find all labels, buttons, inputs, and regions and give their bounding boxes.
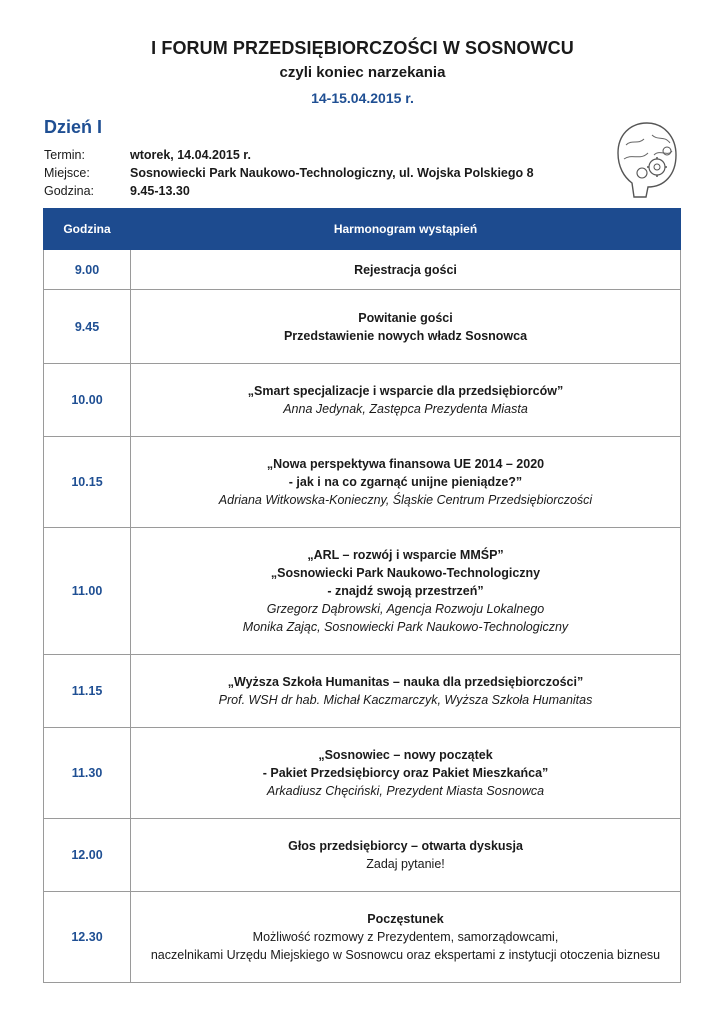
info-value: wtorek, 14.04.2015 r. — [130, 148, 251, 162]
table-row — [44, 290, 681, 364]
row-title: „Sosnowiecki Park Naukowo-Technologiczny — [270, 566, 541, 580]
row-speaker: Grzegorz Dąbrowski, Agencja Rozwoju Lokalnego — [266, 602, 545, 616]
header-harmonogram: Harmonogram wystąpień — [131, 209, 681, 250]
row-content — [131, 655, 681, 728]
row-content — [131, 819, 681, 892]
table-header-row — [44, 209, 681, 250]
row-time: 11.15 — [44, 655, 131, 728]
info-label: Godzina: — [44, 184, 95, 198]
header-godzina: Godzina — [44, 209, 131, 250]
row-title: - jak i na co zgarnąć unijne pieniądze?” — [288, 475, 523, 489]
info-label: Termin: — [44, 148, 85, 162]
row-title: „Wyższa Szkoła Humanitas – nauka dla przedsiębiorczości” — [227, 675, 584, 689]
row-time: 9.45 — [44, 290, 131, 364]
row-speaker: Anna Jedynak, Zastępca Prezydenta Miasta — [283, 402, 528, 416]
row-title: „ARL – rozwój i wsparcie MMŚP” — [307, 548, 504, 562]
table-row — [44, 892, 681, 983]
row-note: Możliwość rozmowy z Prezydentem, samorządowcami, — [252, 930, 559, 944]
info-value: Sosnowiecki Park Naukowo-Technologiczny, ul. Wojska Polskiego 8 — [130, 166, 534, 180]
row-title: „Sosnowiec – nowy początek — [318, 748, 493, 762]
row-time: 12.30 — [44, 892, 131, 983]
row-title: Powitanie gości — [358, 310, 453, 325]
day-title: Dzień I — [44, 117, 103, 137]
row-speaker: Prof. WSH dr hab. Michał Kaczmarczyk, Wyższa Szkoła Humanitas — [218, 693, 593, 707]
row-content — [131, 437, 681, 528]
row-speaker: Monika Zając, Sosnowiecki Park Naukowo-Technologiczny — [242, 620, 569, 634]
row-title: Rejestracja gości — [354, 262, 457, 277]
row-title: „Nowa perspektywa finansowa UE 2014 – 2020 — [266, 457, 545, 471]
table-row — [44, 655, 681, 728]
row-title: Głos przedsiębiorcy – otwarta dyskusja — [288, 839, 523, 853]
row-time: 10.15 — [44, 437, 131, 528]
row-time: 9.00 — [44, 250, 131, 290]
row-time: 10.00 — [44, 364, 131, 437]
row-speaker: Adriana Witkowska-Konieczny, Śląskie Centrum Przedsiębiorczości — [218, 493, 593, 507]
table-row — [44, 437, 681, 528]
row-title: - Pakiet Przedsiębiorcy oraz Pakiet Mieszkańca” — [262, 766, 549, 780]
row-content — [131, 250, 681, 290]
row-note: Zadaj pytanie! — [366, 857, 445, 871]
row-content — [131, 892, 681, 983]
table-row — [44, 250, 681, 290]
row-title: Przedstawienie nowych władz Sosnowca — [283, 328, 528, 343]
page-title: I FORUM PRZEDSIĘBIORCZOŚCI W SOSNOWCU — [151, 38, 574, 58]
info-value: 9.45-13.30 — [130, 184, 190, 198]
table-row — [44, 528, 681, 655]
row-content — [131, 364, 681, 437]
row-content — [131, 728, 681, 819]
row-speaker: Arkadiusz Chęciński, Prezydent Miasta Sosnowca — [266, 784, 545, 798]
page-subtitle: czyli koniec narzekania — [279, 64, 446, 81]
brain-gears-icon — [612, 115, 682, 205]
event-dates: 14-15.04.2015 r. — [311, 90, 414, 106]
row-time: 12.00 — [44, 819, 131, 892]
row-time: 11.30 — [44, 728, 131, 819]
row-title: „Smart specjalizacje i wsparcie dla przedsiębiorców” — [247, 384, 564, 398]
table-row — [44, 728, 681, 819]
row-content — [131, 528, 681, 655]
row-title: - znajdź swoją przestrzeń” — [327, 584, 484, 598]
table-row — [44, 819, 681, 892]
info-label: Miejsce: — [44, 166, 90, 180]
row-title: Poczęstunek — [367, 912, 444, 926]
row-time: 11.00 — [44, 528, 131, 655]
row-content — [131, 290, 681, 364]
table-row — [44, 364, 681, 437]
schedule-table — [43, 208, 681, 983]
row-note: naczelnikami Urzędu Miejskiego w Sosnowcu oraz ekspertami z instytucji otoczenia biznesu — [150, 948, 661, 962]
